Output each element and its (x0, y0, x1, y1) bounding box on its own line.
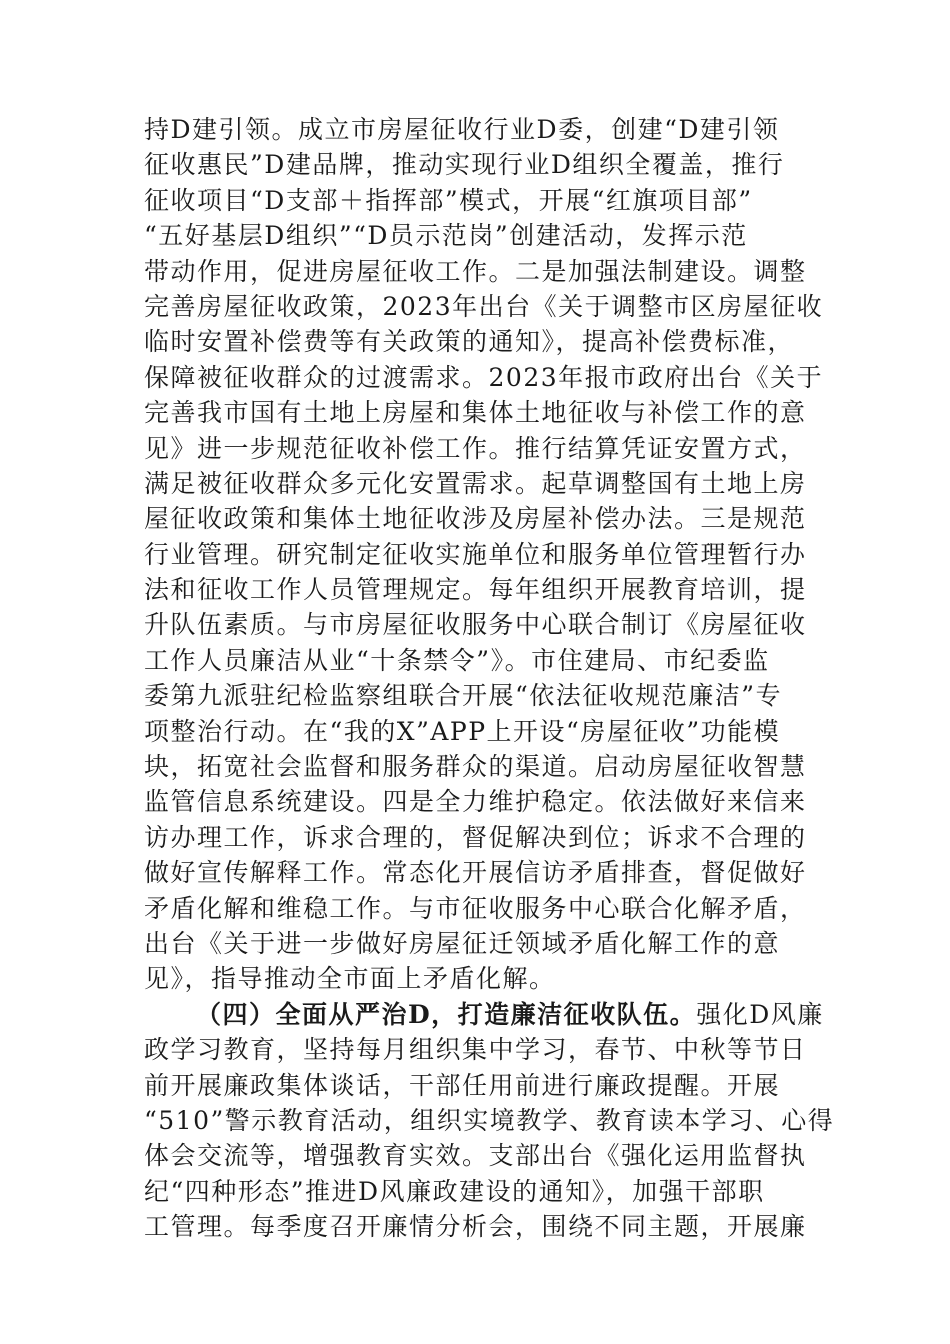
text-line: 完善我市国有土地上房屋和集体土地征收与补偿工作的意 (144, 398, 807, 428)
text-line: 前开展廉政集体谈话，干部任用前进行廉政提醒。开展 (144, 1070, 781, 1100)
text-span: 强化D风廉 (696, 999, 824, 1029)
text-line: 工作人员廉洁从业“十条禁令”》。市住建局、市纪委监 (144, 645, 770, 675)
text-line: 项整治行动。在“我的X”APP上开设“房屋征收”功能模 (144, 716, 781, 746)
text-line: 政学习教育，坚持每月组织集中学习，春节、中秋等节日 (144, 1035, 807, 1065)
text-line: 工管理。每季度召开廉情分析会，围绕不同主题，开展廉 (144, 1212, 807, 1242)
text-line: 矛盾化解和维稳工作。与市征收服务中心联合化解矛盾， (144, 893, 807, 923)
text-line: 访办理工作，诉求合理的，督促解决到位；诉求不合理的 (144, 822, 807, 852)
text-line: 委第九派驻纪检监察组联合开展“依法征收规范廉洁”专 (144, 681, 783, 711)
text-line: “五好基层D组织”“D员示范岗”创建活动，发挥示范 (144, 221, 748, 251)
text-line: 出台《关于进一步做好房屋征迁领域矛盾化解工作的意 (144, 928, 781, 958)
paragraph-1 (144, 112, 824, 997)
text-line: 见》，指导推动全市面上矛盾化解。 (144, 964, 556, 994)
text-line: 纪“四种形态”推进D风廉政建设的通知》，加强干部职 (144, 1176, 765, 1206)
text-line (144, 997, 824, 1032)
text-line: 块，拓宽社会监督和服务群众的渠道。启动房屋征收智慧 (144, 752, 807, 782)
text-line: 做好宣传解释工作。常态化开展信访矛盾排查，督促做好 (144, 858, 807, 888)
text-line: “510”警示教育活动，组织实境教学、教育读本学习、心得 (144, 1105, 835, 1135)
text-line: 持D建引领。成立市房屋征收行业D委，创建“D建引领 (144, 115, 780, 144)
text-line: 带动作用，促进房屋征收工作。二是加强法制建设。调整 (144, 256, 807, 286)
text-line: 保障被征收群众的过渡需求。2023年报市政府出台《关于 (144, 362, 824, 392)
text-line: 行业管理。研究制定征收实施单位和服务单位管理暂行办 (144, 539, 807, 569)
text-line: 见》进一步规范征收补偿工作。推行结算凭证安置方式， (144, 433, 807, 463)
paragraph-2 (144, 997, 835, 1245)
text-line: 征收项目“D支部＋指挥部”模式，开展“红旗项目部” (144, 185, 753, 215)
text-line: 监管信息系统建设。四是全力维护稳定。依法做好来信来 (144, 787, 807, 817)
text-line: 升队伍素质。与市房屋征收服务中心联合制订《房屋征收 (144, 610, 807, 640)
text-line: 征收惠民”D建品牌，推动实现行业D组织全覆盖，推行 (144, 150, 785, 180)
text-line: 完善房屋征收政策，2023年出台《关于调整市区房屋征收 (144, 291, 824, 321)
text-line: 临时安置补偿费等有关政策的通知》，提高补偿费标准， (144, 327, 795, 357)
section-heading: （四）全面从严治D，打造廉洁征收队伍。 (196, 999, 697, 1029)
text-line: 屋征收政策和集体土地征收涉及房屋补偿办法。三是规范 (144, 504, 807, 534)
document-body (144, 112, 835, 1245)
text-line: 法和征收工作人员管理规定。每年组织开展教育培训，提 (144, 575, 807, 605)
text-line: 满足被征收群众多元化安置需求。起草调整国有土地上房 (144, 468, 807, 498)
text-line: 体会交流等，增强教育实效。支部出台《强化运用监督执 (144, 1141, 807, 1171)
